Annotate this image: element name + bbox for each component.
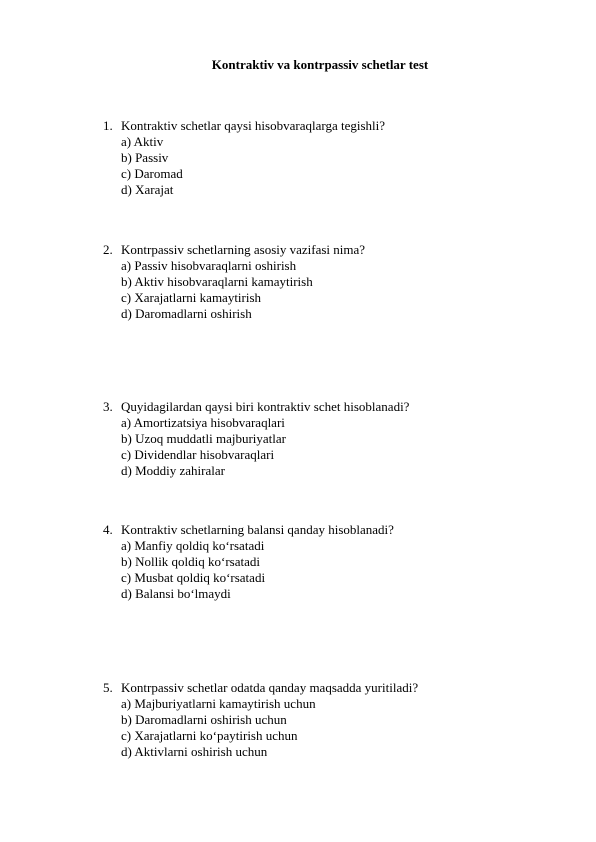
question-4	[0, 522, 596, 602]
question-text: Kontraktiv schetlar qaysi hisobvaraqlarga tegishli?	[121, 118, 386, 133]
question-3	[0, 399, 596, 479]
question-header	[0, 680, 596, 696]
answer-option-b: b) Uzoq muddatli majburiyatlar	[121, 431, 286, 446]
answer-option-b: b) Aktiv hisobvaraqlarni kamaytirish	[121, 274, 313, 289]
answer-option-b: b) Passiv	[121, 150, 169, 165]
answer-option-d: d) Xarajat	[121, 182, 174, 197]
answer-option-a: a) Amortizatsiya hisobvaraqlari	[121, 415, 285, 430]
question-text: Kontraktiv schetlarning balansi qanday hisoblanadi?	[121, 522, 394, 537]
question-header	[0, 242, 596, 258]
question-number: 1.	[103, 118, 113, 133]
question-text: Quyidagilardan qaysi biri kontraktiv schet hisoblanadi?	[121, 399, 410, 414]
question-5	[0, 680, 596, 760]
answer-option-c: c) Xarajatlarni kamaytirish	[121, 290, 262, 305]
question-number: 2.	[103, 242, 113, 257]
question-header	[0, 118, 596, 134]
answer-option-a: a) Majburiyatlarni kamaytirish uchun	[121, 696, 316, 711]
question-text: Kontrpassiv schetlarning asosiy vazifasi nima?	[121, 242, 366, 257]
answer-option-c: c) Xarajatlarni ko‘paytirish uchun	[121, 728, 298, 743]
question-number: 4.	[103, 522, 113, 537]
answer-option-a: a) Passiv hisobvaraqlarni oshirish	[121, 258, 297, 273]
answer-option-c: c) Musbat qoldiq ko‘rsatadi	[121, 570, 266, 585]
answer-option-b: b) Daromadlarni oshirish uchun	[121, 712, 287, 727]
answer-option-d: d) Moddiy zahiralar	[121, 463, 225, 478]
answer-option-a: a) Manfiy qoldiq ko‘rsatadi	[121, 538, 265, 553]
question-header	[0, 522, 596, 538]
answer-option-d: d) Balansi bo‘lmaydi	[121, 586, 231, 601]
answer-option-a: a) Aktiv	[121, 134, 164, 149]
question-text: Kontrpassiv schetlar odatda qanday maqsadda yuritiladi?	[121, 680, 419, 695]
question-2	[0, 242, 596, 322]
answer-option-d: d) Aktivlarni oshirish uchun	[121, 744, 268, 759]
question-header	[0, 399, 596, 415]
answer-option-c: c) Daromad	[121, 166, 183, 181]
question-number: 5.	[103, 680, 113, 695]
document-title: Kontraktiv va kontrpassiv schetlar test	[211, 57, 429, 72]
answer-option-b: b) Nollik qoldiq ko‘rsatadi	[121, 554, 261, 569]
answer-option-d: d) Daromadlarni oshirish	[121, 306, 252, 321]
question-number: 3.	[103, 399, 113, 414]
question-1	[0, 118, 596, 198]
answer-option-c: c) Dividendlar hisobvaraqlari	[121, 447, 275, 462]
